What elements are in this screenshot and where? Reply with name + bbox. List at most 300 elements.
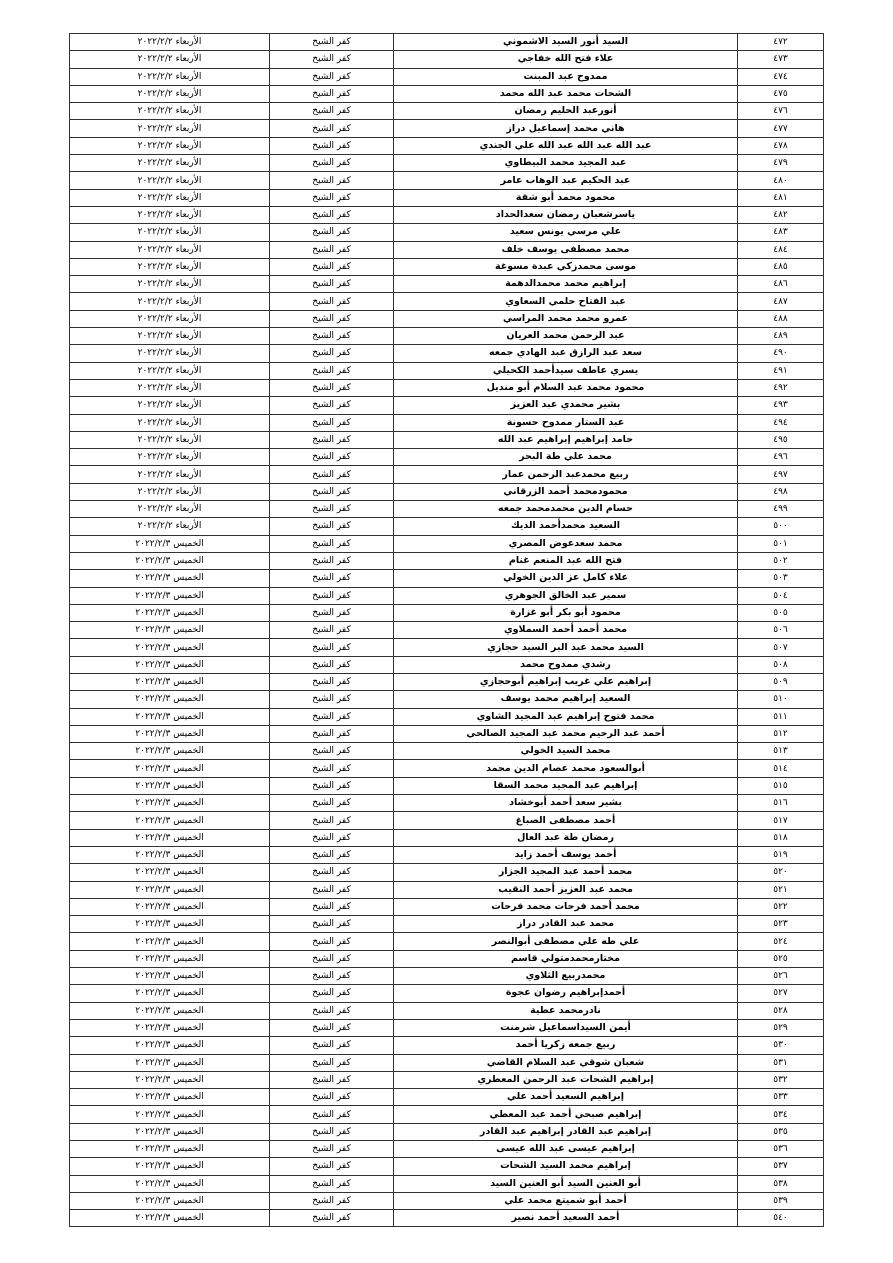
date-cell: الخميس ٢٠٢٢/٢/٣ — [70, 846, 270, 863]
table-row — [70, 51, 824, 68]
number-cell: ٥٣٥ — [738, 1123, 824, 1140]
name-cell: هاني محمد إسماعيل دراز — [394, 120, 738, 137]
village-cell: كفر الشيخ — [270, 1106, 394, 1123]
table-row — [70, 483, 824, 500]
name-cell: أحمد مصطفى الصباغ — [394, 812, 738, 829]
date-cell: الخميس ٢٠٢٢/٢/٣ — [70, 1037, 270, 1054]
table-row — [70, 898, 824, 915]
village-cell: كفر الشيخ — [270, 483, 394, 500]
name-cell: عبد الستار ممدوح حسونة — [394, 414, 738, 431]
number-cell: ٥٣٣ — [738, 1089, 824, 1106]
village-cell: كفر الشيخ — [270, 622, 394, 639]
name-cell: موسى محمدزكي عبدة مسوغة — [394, 258, 738, 275]
date-cell: الأربعاء ٢٠٢٢/٢/٢ — [70, 276, 270, 293]
number-cell: ٥٢٢ — [738, 898, 824, 915]
number-cell: ٤٨٩ — [738, 328, 824, 345]
name-cell: محمد أحمد أحمد السملاوي — [394, 622, 738, 639]
name-cell: أبو العنين السيد أبو العنين السيد — [394, 1175, 738, 1192]
number-cell: ٤٧٩ — [738, 155, 824, 172]
village-cell: كفر الشيخ — [270, 933, 394, 950]
table-row — [70, 224, 824, 241]
name-cell: إبراهيم صبحي أحمد عبد المعطي — [394, 1106, 738, 1123]
village-cell: كفر الشيخ — [270, 1071, 394, 1088]
number-cell: ٥٠٧ — [738, 639, 824, 656]
name-cell: إبراهيم عبد القادر إبراهيم عبد القادر — [394, 1123, 738, 1140]
table-row — [70, 501, 824, 518]
village-cell: كفر الشيخ — [270, 552, 394, 569]
number-cell: ٥١٧ — [738, 812, 824, 829]
date-cell: الأربعاء ٢٠٢٢/٢/٢ — [70, 328, 270, 345]
village-cell: كفر الشيخ — [270, 587, 394, 604]
date-cell: الخميس ٢٠٢٢/٢/٣ — [70, 1175, 270, 1192]
village-cell: كفر الشيخ — [270, 466, 394, 483]
village-cell: كفر الشيخ — [270, 1123, 394, 1140]
village-cell: كفر الشيخ — [270, 51, 394, 68]
date-cell: الأربعاء ٢٠٢٢/٢/٢ — [70, 293, 270, 310]
number-cell: ٥٣١ — [738, 1054, 824, 1071]
table-row — [70, 846, 824, 863]
name-cell: عبد الحكيم عبد الوهاب عامر — [394, 172, 738, 189]
name-cell: محمد عبد القادر دراز — [394, 916, 738, 933]
table-row — [70, 103, 824, 120]
date-cell: الخميس ٢٠٢٢/٢/٣ — [70, 864, 270, 881]
number-cell: ٤٧٧ — [738, 120, 824, 137]
number-cell: ٥٣٠ — [738, 1037, 824, 1054]
table-row — [70, 276, 824, 293]
date-cell: الأربعاء ٢٠٢٢/٢/٢ — [70, 414, 270, 431]
name-cell: عبد الله عبد الله عبد الله علي الجندي — [394, 137, 738, 154]
name-cell: أيمن السيداسماعيل شرمنت — [394, 1019, 738, 1036]
table-row — [70, 34, 824, 51]
table-row — [70, 241, 824, 258]
village-cell: كفر الشيخ — [270, 673, 394, 690]
number-cell: ٥١٨ — [738, 829, 824, 846]
name-cell: محمود محمد أبو شقة — [394, 189, 738, 206]
table-row — [70, 431, 824, 448]
number-cell: ٤٩٩ — [738, 501, 824, 518]
village-cell: كفر الشيخ — [270, 725, 394, 742]
table-row — [70, 604, 824, 621]
number-cell: ٥٠٣ — [738, 570, 824, 587]
name-cell: ممدوح عبد المبنت — [394, 68, 738, 85]
name-cell: السيد أنور السيد الاشموني — [394, 34, 738, 51]
number-cell: ٤٨٧ — [738, 293, 824, 310]
name-cell: ربيع محمدعبد الرحمن عمار — [394, 466, 738, 483]
village-cell: كفر الشيخ — [270, 1089, 394, 1106]
table-row — [70, 1054, 824, 1071]
village-cell: كفر الشيخ — [270, 535, 394, 552]
village-cell: كفر الشيخ — [270, 1192, 394, 1209]
table-row — [70, 258, 824, 275]
village-cell: كفر الشيخ — [270, 604, 394, 621]
village-cell: كفر الشيخ — [270, 1054, 394, 1071]
date-cell: الخميس ٢٠٢٢/٢/٣ — [70, 1210, 270, 1227]
table-row — [70, 137, 824, 154]
number-cell: ٥٢٥ — [738, 950, 824, 967]
name-cell: ربيع جمعه زكريا أحمد — [394, 1037, 738, 1054]
number-cell: ٤٩١ — [738, 362, 824, 379]
date-cell: الأربعاء ٢٠٢٢/٢/٢ — [70, 51, 270, 68]
name-cell: بشير سعد أحمد أبوخشاد — [394, 795, 738, 812]
village-cell: كفر الشيخ — [270, 1210, 394, 1227]
number-cell: ٥٢٤ — [738, 933, 824, 950]
table-row — [70, 933, 824, 950]
date-cell: الخميس ٢٠٢٢/٢/٣ — [70, 916, 270, 933]
name-cell: بشير محمدي عبد العزيز — [394, 397, 738, 414]
date-cell: الأربعاء ٢٠٢٢/٢/٢ — [70, 206, 270, 223]
number-cell: ٤٩٢ — [738, 379, 824, 396]
table-row — [70, 379, 824, 396]
name-cell: محمد سعدعوض المصري — [394, 535, 738, 552]
name-cell: محمدربيع الثلاوي — [394, 968, 738, 985]
name-cell: عبد الفتاح حلمي السعاوي — [394, 293, 738, 310]
date-cell: الأربعاء ٢٠٢٢/٢/٢ — [70, 85, 270, 102]
village-cell: كفر الشيخ — [270, 293, 394, 310]
name-cell: عمرو محمد محمد المراسي — [394, 310, 738, 327]
date-cell: الخميس ٢٠٢٢/٢/٣ — [70, 535, 270, 552]
number-cell: ٥٢١ — [738, 881, 824, 898]
number-cell: ٤٨٣ — [738, 224, 824, 241]
table-row — [70, 206, 824, 223]
table-row — [70, 449, 824, 466]
date-cell: الخميس ٢٠٢٢/٢/٣ — [70, 552, 270, 569]
number-cell: ٤٨٥ — [738, 258, 824, 275]
number-cell: ٤٧٦ — [738, 103, 824, 120]
date-cell: الأربعاء ٢٠٢٢/٢/٢ — [70, 155, 270, 172]
name-cell: حامد إبراهيم إبراهيم عبد الله — [394, 431, 738, 448]
number-cell: ٤٩٠ — [738, 345, 824, 362]
village-cell: كفر الشيخ — [270, 103, 394, 120]
village-cell: كفر الشيخ — [270, 864, 394, 881]
number-cell: ٤٨٠ — [738, 172, 824, 189]
date-cell: الأربعاء ٢٠٢٢/٢/٢ — [70, 103, 270, 120]
name-cell: علاء فتح الله خفاجي — [394, 51, 738, 68]
village-cell: كفر الشيخ — [270, 881, 394, 898]
name-cell: السيد محمد عبد البر السيد حجازي — [394, 639, 738, 656]
number-cell: ٥٣٢ — [738, 1071, 824, 1088]
village-cell: كفر الشيخ — [270, 501, 394, 518]
date-cell: الخميس ٢٠٢٢/٢/٣ — [70, 760, 270, 777]
number-cell: ٥٠٦ — [738, 622, 824, 639]
number-cell: ٥٢٠ — [738, 864, 824, 881]
table-row — [70, 881, 824, 898]
name-cell: إبراهيم السعيد أحمد علي — [394, 1089, 738, 1106]
table-row — [70, 968, 824, 985]
table-row — [70, 829, 824, 846]
date-cell: الخميس ٢٠٢٢/٢/٣ — [70, 1106, 270, 1123]
table-row — [70, 1089, 824, 1106]
name-cell: أحمد السعيد أحمد نصير — [394, 1210, 738, 1227]
village-cell: كفر الشيخ — [270, 189, 394, 206]
number-cell: ٥٢٨ — [738, 1002, 824, 1019]
table-row — [70, 1192, 824, 1209]
number-cell: ٤٩٧ — [738, 466, 824, 483]
table-row — [70, 708, 824, 725]
date-cell: الخميس ٢٠٢٢/٢/٣ — [70, 881, 270, 898]
date-cell: الخميس ٢٠٢٢/٢/٣ — [70, 587, 270, 604]
name-cell: إبراهيم عبد المجيد محمد السقا — [394, 777, 738, 794]
village-cell: كفر الشيخ — [270, 276, 394, 293]
table-row — [70, 1002, 824, 1019]
date-cell: الأربعاء ٢٠٢٢/٢/٢ — [70, 189, 270, 206]
table-row — [70, 1158, 824, 1175]
name-cell: علاء كامل عز الدين الخولي — [394, 570, 738, 587]
number-cell: ٥٣٧ — [738, 1158, 824, 1175]
village-cell: كفر الشيخ — [270, 708, 394, 725]
name-cell: السعيد محمدأحمد الديك — [394, 518, 738, 535]
date-cell: الخميس ٢٠٢٢/٢/٣ — [70, 1071, 270, 1088]
number-cell: ٤٨٨ — [738, 310, 824, 327]
table-row — [70, 1175, 824, 1192]
date-cell: الخميس ٢٠٢٢/٢/٣ — [70, 1089, 270, 1106]
village-cell: كفر الشيخ — [270, 898, 394, 915]
table-row — [70, 397, 824, 414]
table-row — [70, 68, 824, 85]
table-row — [70, 155, 824, 172]
village-cell: كفر الشيخ — [270, 795, 394, 812]
name-cell: نادرمحمد عطية — [394, 1002, 738, 1019]
date-cell: الخميس ٢٠٢٢/٢/٣ — [70, 1019, 270, 1036]
table-row — [70, 673, 824, 690]
village-cell: كفر الشيخ — [270, 518, 394, 535]
number-cell: ٥٠٠ — [738, 518, 824, 535]
number-cell: ٤٩٥ — [738, 431, 824, 448]
date-cell: الأربعاء ٢٠٢٢/٢/٢ — [70, 345, 270, 362]
village-cell: كفر الشيخ — [270, 985, 394, 1002]
name-cell: أحمد عبد الرحيم محمد عبد المجيد الصالحي — [394, 725, 738, 742]
village-cell: كفر الشيخ — [270, 172, 394, 189]
name-cell: سعد عبد الرازق عبد الهادي جمعه — [394, 345, 738, 362]
table-row — [70, 293, 824, 310]
number-cell: ٥٣٤ — [738, 1106, 824, 1123]
village-cell: كفر الشيخ — [270, 155, 394, 172]
table-row — [70, 795, 824, 812]
date-cell: الأربعاء ٢٠٢٢/٢/٢ — [70, 397, 270, 414]
date-cell: الخميس ٢٠٢٢/٢/٣ — [70, 898, 270, 915]
number-cell: ٥١٤ — [738, 760, 824, 777]
name-cell: إبراهيم الشحات عبد الرحمن المعطري — [394, 1071, 738, 1088]
date-cell: الأربعاء ٢٠٢٢/٢/٢ — [70, 501, 270, 518]
village-cell: كفر الشيخ — [270, 224, 394, 241]
village-cell: كفر الشيخ — [270, 449, 394, 466]
date-cell: الخميس ٢٠٢٢/٢/٣ — [70, 812, 270, 829]
number-cell: ٥٠٥ — [738, 604, 824, 621]
number-cell: ٥٣٦ — [738, 1141, 824, 1158]
date-cell: الخميس ٢٠٢٢/٢/٣ — [70, 570, 270, 587]
name-cell: أحمد يوسف أحمد زايد — [394, 846, 738, 863]
date-cell: الخميس ٢٠٢٢/٢/٣ — [70, 708, 270, 725]
name-cell: محمد عبد العزيز أحمد النقيب — [394, 881, 738, 898]
table-row — [70, 916, 824, 933]
table-row — [70, 639, 824, 656]
village-cell: كفر الشيخ — [270, 1158, 394, 1175]
village-cell: كفر الشيخ — [270, 362, 394, 379]
village-cell: كفر الشيخ — [270, 85, 394, 102]
number-cell: ٥١٠ — [738, 691, 824, 708]
date-cell: الخميس ٢٠٢٢/٢/٣ — [70, 1158, 270, 1175]
date-cell: الخميس ٢٠٢٢/٢/٣ — [70, 673, 270, 690]
date-cell: الأربعاء ٢٠٢٢/٢/٢ — [70, 241, 270, 258]
name-cell: محمد أحمد فرحات محمد فرحات — [394, 898, 738, 915]
date-cell: الأربعاء ٢٠٢٢/٢/٢ — [70, 431, 270, 448]
name-cell: عبد المجيد محمد البيطاوي — [394, 155, 738, 172]
village-cell: كفر الشيخ — [270, 310, 394, 327]
table-row — [70, 760, 824, 777]
village-cell: كفر الشيخ — [270, 968, 394, 985]
village-cell: كفر الشيخ — [270, 570, 394, 587]
date-cell: الخميس ٢٠٢٢/٢/٣ — [70, 950, 270, 967]
table-row — [70, 362, 824, 379]
village-cell: كفر الشيخ — [270, 846, 394, 863]
village-cell: كفر الشيخ — [270, 241, 394, 258]
table-row — [70, 1210, 824, 1227]
name-cell: محمد السيد الخولي — [394, 743, 738, 760]
date-cell: الخميس ٢٠٢٢/٢/٣ — [70, 691, 270, 708]
date-cell: الخميس ٢٠٢٢/٢/٣ — [70, 985, 270, 1002]
table-row — [70, 552, 824, 569]
number-cell: ٤٧٤ — [738, 68, 824, 85]
number-cell: ٤٨٤ — [738, 241, 824, 258]
table-row — [70, 120, 824, 137]
name-cell: محمود محمد عبد السلام أبو منديل — [394, 379, 738, 396]
date-cell: الخميس ٢٠٢٢/٢/٣ — [70, 1192, 270, 1209]
date-cell: الأربعاء ٢٠٢٢/٢/٢ — [70, 518, 270, 535]
number-cell: ٤٩٣ — [738, 397, 824, 414]
date-cell: الخميس ٢٠٢٢/٢/٣ — [70, 933, 270, 950]
number-cell: ٥١٣ — [738, 743, 824, 760]
name-cell: رمضان طة عبد العال — [394, 829, 738, 846]
number-cell: ٥٢٣ — [738, 916, 824, 933]
village-cell: كفر الشيخ — [270, 760, 394, 777]
date-cell: الخميس ٢٠٢٢/٢/٣ — [70, 604, 270, 621]
table-row — [70, 189, 824, 206]
date-cell: الأربعاء ٢٠٢٢/٢/٢ — [70, 483, 270, 500]
date-cell: الأربعاء ٢٠٢٢/٢/٢ — [70, 449, 270, 466]
name-cell: شعبان شوقي عبد السلام القاضي — [394, 1054, 738, 1071]
name-cell: محمودمحمد أحمد الزرقاني — [394, 483, 738, 500]
date-cell: الأربعاء ٢٠٢٢/٢/٢ — [70, 68, 270, 85]
date-cell: الأربعاء ٢٠٢٢/٢/٢ — [70, 466, 270, 483]
name-cell: رشدي ممدوح محمد — [394, 656, 738, 673]
table-row — [70, 950, 824, 967]
number-cell: ٤٨٢ — [738, 206, 824, 223]
date-cell: الأربعاء ٢٠٢٢/٢/٢ — [70, 310, 270, 327]
village-cell: كفر الشيخ — [270, 379, 394, 396]
name-cell: يسري عاطف سيدأحمد الكحيلي — [394, 362, 738, 379]
date-cell: الخميس ٢٠٢٢/٢/٣ — [70, 1123, 270, 1140]
village-cell: كفر الشيخ — [270, 345, 394, 362]
number-cell: ٥١٢ — [738, 725, 824, 742]
village-cell: كفر الشيخ — [270, 656, 394, 673]
table-row — [70, 172, 824, 189]
name-cell: عبد الرحمن محمد العريان — [394, 328, 738, 345]
number-cell: ٥١١ — [738, 708, 824, 725]
date-cell: الخميس ٢٠٢٢/٢/٣ — [70, 1141, 270, 1158]
table-row — [70, 414, 824, 431]
table-row — [70, 1071, 824, 1088]
date-cell: الأربعاء ٢٠٢٢/٢/٢ — [70, 34, 270, 51]
name-cell: إبراهيم محمد السيد الشحات — [394, 1158, 738, 1175]
number-cell: ٤٩٦ — [738, 449, 824, 466]
number-cell: ٥٠٢ — [738, 552, 824, 569]
village-cell: كفر الشيخ — [270, 1002, 394, 1019]
table-row — [70, 85, 824, 102]
name-cell: حسام الدين محمدمحمد جمعه — [394, 501, 738, 518]
number-cell: ٥٢٩ — [738, 1019, 824, 1036]
village-cell: كفر الشيخ — [270, 1141, 394, 1158]
village-cell: كفر الشيخ — [270, 1037, 394, 1054]
village-cell: كفر الشيخ — [270, 414, 394, 431]
number-cell: ٥٠٤ — [738, 587, 824, 604]
number-cell: ٤٧٥ — [738, 85, 824, 102]
date-cell: الخميس ٢٠٢٢/٢/٣ — [70, 639, 270, 656]
table-row — [70, 535, 824, 552]
number-cell: ٤٩٤ — [738, 414, 824, 431]
table-row — [70, 622, 824, 639]
name-cell: الشحات محمد عبد الله محمد — [394, 85, 738, 102]
village-cell: كفر الشيخ — [270, 120, 394, 137]
date-cell: الخميس ٢٠٢٢/٢/٣ — [70, 968, 270, 985]
date-cell: الأربعاء ٢٠٢٢/٢/٢ — [70, 172, 270, 189]
table-row — [70, 310, 824, 327]
number-cell: ٥٠٨ — [738, 656, 824, 673]
village-cell: كفر الشيخ — [270, 34, 394, 51]
date-cell: الأربعاء ٢٠٢٢/٢/٢ — [70, 120, 270, 137]
table-row — [70, 743, 824, 760]
name-cell: أبوالسعود محمد عصام الدين محمد — [394, 760, 738, 777]
date-cell: الأربعاء ٢٠٢٢/٢/٢ — [70, 224, 270, 241]
number-cell: ٤٩٨ — [738, 483, 824, 500]
table-row — [70, 328, 824, 345]
table-row — [70, 466, 824, 483]
names-table — [69, 33, 824, 1227]
village-cell: كفر الشيخ — [270, 137, 394, 154]
name-cell: محمد فتوح إبراهيم عبد المجيد الشاوي — [394, 708, 738, 725]
name-cell: محمد مصطفى يوسف خلف — [394, 241, 738, 258]
number-cell: ٥٢٧ — [738, 985, 824, 1002]
name-cell: إبراهيم محمد محمدالدهمة — [394, 276, 738, 293]
date-cell: الخميس ٢٠٢٢/٢/٣ — [70, 1054, 270, 1071]
name-cell: فتح الله عبد المنعم غنام — [394, 552, 738, 569]
name-cell: علي مرسي يونس سعيد — [394, 224, 738, 241]
table-row — [70, 691, 824, 708]
village-cell: كفر الشيخ — [270, 431, 394, 448]
name-cell: إبراهيم عيسى عبد الله عيسى — [394, 1141, 738, 1158]
table-row — [70, 570, 824, 587]
date-cell: الخميس ٢٠٢٢/٢/٣ — [70, 795, 270, 812]
name-cell: إبراهيم علي غريب إبراهيم أبوحجازي — [394, 673, 738, 690]
number-cell: ٤٧٣ — [738, 51, 824, 68]
number-cell: ٤٨٦ — [738, 276, 824, 293]
village-cell: كفر الشيخ — [270, 829, 394, 846]
name-cell: محمد أحمد عبد المجيد الجزار — [394, 864, 738, 881]
village-cell: كفر الشيخ — [270, 328, 394, 345]
number-cell: ٥١٥ — [738, 777, 824, 794]
name-cell: أحمدإبراهيم رضوان عجوة — [394, 985, 738, 1002]
village-cell: كفر الشيخ — [270, 639, 394, 656]
table-row — [70, 725, 824, 742]
date-cell: الخميس ٢٠٢٢/٢/٣ — [70, 725, 270, 742]
date-cell: الخميس ٢٠٢٢/٢/٣ — [70, 777, 270, 794]
name-cell: أنورعبد الحليم رمضان — [394, 103, 738, 120]
number-cell: ٥٣٩ — [738, 1192, 824, 1209]
village-cell: كفر الشيخ — [270, 397, 394, 414]
village-cell: كفر الشيخ — [270, 258, 394, 275]
number-cell: ٥٣٨ — [738, 1175, 824, 1192]
name-cell: علي طه علي مصطفى أبوالنصر — [394, 933, 738, 950]
date-cell: الخميس ٢٠٢٢/٢/٣ — [70, 743, 270, 760]
date-cell: الأربعاء ٢٠٢٢/٢/٢ — [70, 258, 270, 275]
